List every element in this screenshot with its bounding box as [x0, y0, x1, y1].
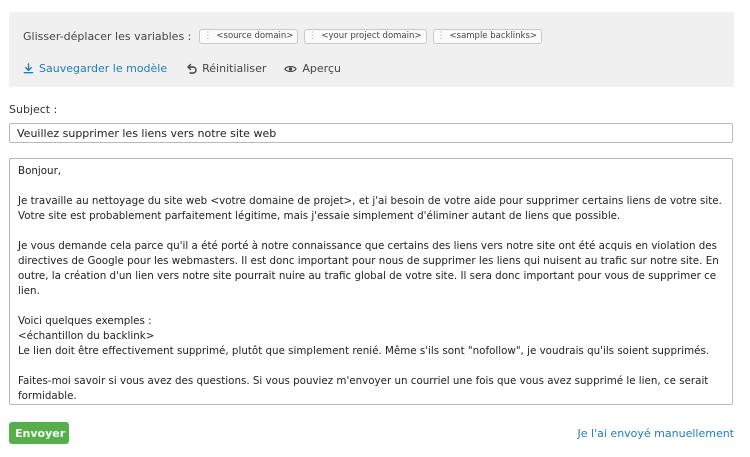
message-body-editor[interactable] [9, 158, 733, 405]
sent-manually-link[interactable]: Je l'ai envoyé manuellement [577, 427, 734, 440]
eye-icon [284, 64, 297, 74]
template-actions [23, 62, 359, 75]
reset-label: Réinitialiser [202, 62, 267, 75]
blank-line [18, 359, 724, 374]
body-line: Voici quelques exemples : [18, 315, 152, 327]
variable-chip-project-domain[interactable] [304, 29, 426, 44]
blank-line [18, 179, 724, 194]
preview-label: Aperçu [302, 62, 341, 75]
save-template-button[interactable] [23, 62, 167, 75]
blank-line [18, 224, 724, 239]
download-icon [23, 63, 34, 74]
undo-icon [185, 63, 197, 74]
reset-button[interactable] [185, 62, 266, 75]
body-line: <échantillon du backlink> [18, 330, 155, 342]
variable-chip-source-domain[interactable] [199, 29, 298, 44]
blank-line [18, 404, 724, 405]
drag-handle-icon: ⋮ [436, 31, 446, 41]
variable-chip-label: <sample backlinks> [449, 31, 538, 41]
send-button[interactable]: Envoyer [9, 422, 69, 444]
save-template-label: Sauvegarder le modèle [39, 62, 168, 75]
body-line: Je travaille au nettoyage du site web <votre domaine de projet>, et j'ai besoin de votre aide pour supprimer certains liens de votre site. Votre site est probablement parfaitement légitime, mais j'essaie simplement d'éliminer autant de liens que possible. [18, 195, 722, 222]
subject-input[interactable] [9, 123, 733, 143]
template-toolbar [9, 12, 734, 87]
body-line: Je vous demande cela parce qu'il a été porté à notre connaissance que certains des liens vers notre site ont été acquis en violation des directives de Google pour les webmasters. Il est donc important pour nous de supprimer les liens qui nuisent au trafic sur notre site. En outre, la création d'un lien vers notre site pourrait nuire au trafic global de votre site. Il sera donc important pour vous de supprimer ce lien. [18, 240, 719, 297]
variable-chip-label: <source domain> [216, 31, 294, 41]
variables-row [23, 29, 548, 44]
variables-label: Glisser-déplacer les variables : [23, 30, 192, 43]
subject-label: Subject : [9, 103, 58, 116]
body-line: Bonjour, [18, 165, 62, 177]
variable-chip-sample-backlinks[interactable] [433, 29, 543, 44]
blank-line [18, 299, 724, 314]
drag-handle-icon: ⋮ [203, 31, 213, 41]
variable-chip-label: <your project domain> [321, 31, 422, 41]
preview-button[interactable] [284, 62, 341, 75]
body-line: Faites-moi savoir si vous avez des questions. Si vous pouviez m'envoyer un courriel une fois que vous avez supprimé le lien, ce serait formidable. [18, 375, 709, 402]
body-line: Le lien doit être effectivement supprimé, plutôt que simplement renié. Même s'ils sont "nofollow", je voudrais qu'ils soient supprimés. [18, 345, 710, 357]
drag-handle-icon: ⋮ [308, 31, 318, 41]
